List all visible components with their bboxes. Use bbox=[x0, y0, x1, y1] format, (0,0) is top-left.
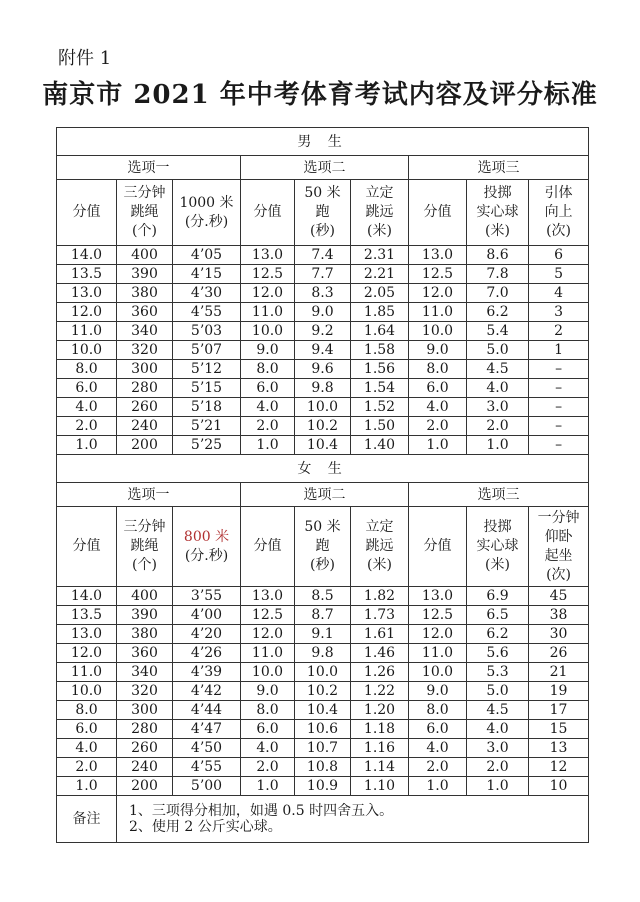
table-cell: 9.0 bbox=[409, 682, 467, 701]
table-cell: 7.7 bbox=[295, 265, 351, 284]
table-cell: 1.0 bbox=[57, 777, 117, 796]
female-column-header-line: 分值 bbox=[72, 538, 101, 554]
table-cell: 1.64 bbox=[351, 322, 409, 341]
table-cell: 11.0 bbox=[241, 303, 295, 322]
male-column-header-line: 跑 bbox=[315, 204, 330, 220]
male-column-header bbox=[467, 180, 529, 246]
table-cell: 5.3 bbox=[467, 663, 529, 682]
notes-label: 备注 bbox=[57, 796, 117, 843]
table-cell: 10.0 bbox=[57, 682, 117, 701]
table-cell: 26 bbox=[529, 644, 589, 663]
table-cell: 400 bbox=[117, 587, 173, 606]
table-cell: 10.0 bbox=[241, 322, 295, 341]
table-cell: 13.0 bbox=[241, 246, 295, 265]
table-row bbox=[57, 303, 589, 322]
table-cell: 4’26 bbox=[173, 644, 241, 663]
table-cell: 10.0 bbox=[295, 663, 351, 682]
female-group-option-3: 选项三 bbox=[409, 483, 589, 507]
table-cell: 5’07 bbox=[173, 341, 241, 360]
male-column-header bbox=[529, 180, 589, 246]
table-cell: 4’39 bbox=[173, 663, 241, 682]
page-title: 南京市 2021 年中考体育考试内容及评分标准 bbox=[42, 80, 598, 110]
male-section bbox=[57, 128, 589, 455]
table-cell: 5’12 bbox=[173, 360, 241, 379]
table-cell: 9.4 bbox=[295, 341, 351, 360]
table-cell: 1.58 bbox=[351, 341, 409, 360]
table-cell: 1.0 bbox=[241, 436, 295, 455]
note-line-1: 1、三项得分相加，如遇 0.5 时四舍五入。 bbox=[129, 803, 394, 819]
male-group-option-3: 选项三 bbox=[409, 156, 589, 180]
table-cell: 4’00 bbox=[173, 606, 241, 625]
table-row bbox=[57, 587, 589, 606]
female-column-header bbox=[467, 507, 529, 587]
table-cell: 1.40 bbox=[351, 436, 409, 455]
table-cell: 2.0 bbox=[241, 758, 295, 777]
table-cell: 1.0 bbox=[409, 777, 467, 796]
table-cell: 5 bbox=[529, 265, 589, 284]
table-cell: 240 bbox=[117, 758, 173, 777]
table-cell: 1.54 bbox=[351, 379, 409, 398]
table-row bbox=[57, 284, 589, 303]
table-row bbox=[57, 606, 589, 625]
table-cell: 10.6 bbox=[295, 720, 351, 739]
table-cell: 4.0 bbox=[467, 379, 529, 398]
male-column-header bbox=[57, 180, 117, 246]
table-cell: – bbox=[529, 379, 589, 398]
table-cell: 4.0 bbox=[241, 739, 295, 758]
male-column-header bbox=[173, 180, 241, 246]
table-cell: 10.0 bbox=[57, 341, 117, 360]
male-column-header-line: (次) bbox=[546, 223, 572, 239]
table-cell: 280 bbox=[117, 379, 173, 398]
male-column-header-line: 50 米 bbox=[304, 185, 341, 201]
table-row bbox=[57, 322, 589, 341]
table-cell: 6.0 bbox=[409, 379, 467, 398]
female-column-header bbox=[409, 507, 467, 587]
table-cell: 13.0 bbox=[409, 587, 467, 606]
male-column-header-line: 分值 bbox=[72, 204, 101, 220]
male-column-header bbox=[351, 180, 409, 246]
table-cell: 3 bbox=[529, 303, 589, 322]
table-cell: 6.2 bbox=[467, 625, 529, 644]
female-column-header bbox=[57, 507, 117, 587]
female-column-header-line: 立定 bbox=[365, 519, 394, 535]
table-cell: 10.4 bbox=[295, 701, 351, 720]
attachment-label: 附件 1 bbox=[58, 48, 112, 69]
table-row bbox=[57, 758, 589, 777]
table-cell: 340 bbox=[117, 322, 173, 341]
female-column-header-line: (次) bbox=[546, 566, 572, 583]
table-cell: 2.21 bbox=[351, 265, 409, 284]
male-column-header-line: 跳远 bbox=[365, 204, 394, 220]
table-cell: 8.7 bbox=[295, 606, 351, 625]
table-cell: 4’44 bbox=[173, 701, 241, 720]
table-cell: 5.6 bbox=[467, 644, 529, 663]
table-cell: 14.0 bbox=[57, 246, 117, 265]
table-cell: 1.0 bbox=[467, 436, 529, 455]
table-cell: 4.0 bbox=[409, 398, 467, 417]
table-cell: 320 bbox=[117, 682, 173, 701]
male-column-header-line: (米) bbox=[367, 223, 392, 239]
table-cell: 9.6 bbox=[295, 360, 351, 379]
female-column-header-line: 起坐 bbox=[544, 547, 573, 564]
female-column-header bbox=[117, 507, 173, 587]
table-cell: 390 bbox=[117, 265, 173, 284]
table-cell: 360 bbox=[117, 644, 173, 663]
table-row bbox=[57, 436, 589, 455]
table-cell: 2 bbox=[529, 322, 589, 341]
table-cell: 13.0 bbox=[57, 625, 117, 644]
table-cell: 12.0 bbox=[409, 284, 467, 303]
table-cell: 4.5 bbox=[467, 701, 529, 720]
table-cell: 10.9 bbox=[295, 777, 351, 796]
table-cell: 4’55 bbox=[173, 303, 241, 322]
male-column-header-line: 分值 bbox=[253, 204, 282, 220]
table-cell: 10 bbox=[529, 777, 589, 796]
table-cell: 1 bbox=[529, 341, 589, 360]
male-column-header-line: 向上 bbox=[544, 204, 573, 220]
table-cell: 400 bbox=[117, 246, 173, 265]
table-cell: 6.0 bbox=[241, 379, 295, 398]
table-cell: 12.0 bbox=[409, 625, 467, 644]
table-cell: 4’50 bbox=[173, 739, 241, 758]
female-column-header-line: 跳绳 bbox=[130, 538, 159, 554]
notes-body bbox=[117, 796, 589, 843]
table-cell: 5’25 bbox=[173, 436, 241, 455]
female-column-header-line: 投掷 bbox=[483, 519, 512, 535]
table-cell: 1.0 bbox=[241, 777, 295, 796]
male-column-header-line: 跳绳 bbox=[130, 204, 159, 220]
table-cell: 5’03 bbox=[173, 322, 241, 341]
table-cell: 5.0 bbox=[467, 341, 529, 360]
female-column-header-line: (个) bbox=[132, 557, 157, 573]
table-row bbox=[57, 246, 589, 265]
table-cell: 12.5 bbox=[241, 265, 295, 284]
table-cell: 38 bbox=[529, 606, 589, 625]
table-cell: 12.5 bbox=[241, 606, 295, 625]
table-cell: 340 bbox=[117, 663, 173, 682]
table-cell: 2.0 bbox=[467, 758, 529, 777]
table-cell: 10.2 bbox=[295, 682, 351, 701]
table-row bbox=[57, 720, 589, 739]
male-column-header-line: (分.秒) bbox=[184, 213, 229, 230]
male-column-header-line: (米) bbox=[485, 223, 510, 239]
table-cell: 380 bbox=[117, 625, 173, 644]
table-cell: 380 bbox=[117, 284, 173, 303]
table-cell: 1.20 bbox=[351, 701, 409, 720]
table-cell: 10.0 bbox=[409, 322, 467, 341]
table-row bbox=[57, 265, 589, 284]
table-cell: 200 bbox=[117, 436, 173, 455]
table-cell: 13.5 bbox=[57, 265, 117, 284]
note-line-2: 2、使用 2 公斤实心球。 bbox=[129, 819, 282, 835]
table-cell: 5’00 bbox=[173, 777, 241, 796]
table-cell: 8.5 bbox=[295, 587, 351, 606]
female-column-header-line: 仰卧 bbox=[544, 528, 573, 545]
table-cell: 5.4 bbox=[467, 322, 529, 341]
table-cell: 6.0 bbox=[57, 720, 117, 739]
table-cell: 4.0 bbox=[241, 398, 295, 417]
table-cell: 1.26 bbox=[351, 663, 409, 682]
female-column-header-line: (米) bbox=[485, 557, 510, 573]
female-column-headers bbox=[57, 507, 589, 587]
table-cell: 1.52 bbox=[351, 398, 409, 417]
table-cell: 11.0 bbox=[57, 663, 117, 682]
table-cell: 12.5 bbox=[409, 265, 467, 284]
table-cell: 11.0 bbox=[57, 322, 117, 341]
table-cell: 2.31 bbox=[351, 246, 409, 265]
female-column-header-line: 分值 bbox=[253, 538, 282, 554]
male-column-header-line: 引体 bbox=[544, 185, 573, 201]
table-cell: 1.0 bbox=[467, 777, 529, 796]
male-column-header bbox=[241, 180, 295, 246]
table-cell: 2.05 bbox=[351, 284, 409, 303]
table-cell: 390 bbox=[117, 606, 173, 625]
table-cell: 2.0 bbox=[409, 758, 467, 777]
table-cell: 7.8 bbox=[467, 265, 529, 284]
female-column-header-line: 一分钟 bbox=[537, 509, 580, 526]
table-cell: 4.0 bbox=[409, 739, 467, 758]
female-column-header bbox=[351, 507, 409, 587]
table-row bbox=[57, 360, 589, 379]
table-row bbox=[57, 663, 589, 682]
table-cell: 9.0 bbox=[241, 341, 295, 360]
table-cell: 280 bbox=[117, 720, 173, 739]
male-column-header-line: 三分钟 bbox=[123, 185, 166, 201]
male-column-header bbox=[295, 180, 351, 246]
table-cell: 9.0 bbox=[409, 341, 467, 360]
table-cell: 6.0 bbox=[241, 720, 295, 739]
table-cell: 9.0 bbox=[295, 303, 351, 322]
table-cell: 240 bbox=[117, 417, 173, 436]
table-cell: 2.0 bbox=[409, 417, 467, 436]
table-cell: – bbox=[529, 360, 589, 379]
table-cell: 10.0 bbox=[295, 398, 351, 417]
table-cell: – bbox=[529, 436, 589, 455]
table-cell: 13.5 bbox=[57, 606, 117, 625]
table-cell: 12 bbox=[529, 758, 589, 777]
table-cell: 4’20 bbox=[173, 625, 241, 644]
female-column-header bbox=[529, 507, 589, 587]
table-cell: 5’18 bbox=[173, 398, 241, 417]
table-cell: 10.8 bbox=[295, 758, 351, 777]
female-section-label: 女 生 bbox=[57, 455, 589, 483]
table-cell: 1.22 bbox=[351, 682, 409, 701]
table-cell: 1.82 bbox=[351, 587, 409, 606]
table-cell: – bbox=[529, 398, 589, 417]
table-cell: 9.8 bbox=[295, 379, 351, 398]
table-cell: 1.61 bbox=[351, 625, 409, 644]
table-cell: 4’05 bbox=[173, 246, 241, 265]
male-column-header-line: 立定 bbox=[365, 185, 394, 201]
table-cell: 30 bbox=[529, 625, 589, 644]
table-cell: 6.9 bbox=[467, 587, 529, 606]
table-cell: 10.0 bbox=[241, 663, 295, 682]
table-cell: 4’15 bbox=[173, 265, 241, 284]
table-cell: 4.5 bbox=[467, 360, 529, 379]
female-column-header-line: 跑 bbox=[315, 538, 330, 554]
table-cell: 8.0 bbox=[241, 360, 295, 379]
table-cell: 13.0 bbox=[409, 246, 467, 265]
table-cell: 3.0 bbox=[467, 398, 529, 417]
table-cell: 12.0 bbox=[57, 644, 117, 663]
female-column-header bbox=[295, 507, 351, 587]
table-cell: 45 bbox=[529, 587, 589, 606]
table-cell: 1.18 bbox=[351, 720, 409, 739]
table-cell: 5’21 bbox=[173, 417, 241, 436]
table-cell: 1.56 bbox=[351, 360, 409, 379]
table-cell: 320 bbox=[117, 341, 173, 360]
table-cell: 9.2 bbox=[295, 322, 351, 341]
male-column-header-line: 投掷 bbox=[483, 185, 512, 201]
male-column-header-line: (秒) bbox=[310, 223, 335, 239]
table-cell: 6 bbox=[529, 246, 589, 265]
table-cell: 19 bbox=[529, 682, 589, 701]
table-cell: 11.0 bbox=[241, 644, 295, 663]
table-cell: 21 bbox=[529, 663, 589, 682]
female-column-header-line: (分.秒) bbox=[184, 547, 229, 564]
table-cell: 1.85 bbox=[351, 303, 409, 322]
table-cell: 6.0 bbox=[57, 379, 117, 398]
table-cell: 260 bbox=[117, 398, 173, 417]
table-cell: 6.5 bbox=[467, 606, 529, 625]
table-cell: 3.0 bbox=[467, 739, 529, 758]
table-cell: 11.0 bbox=[409, 303, 467, 322]
table-cell: 300 bbox=[117, 701, 173, 720]
male-column-header-line: (个) bbox=[132, 223, 157, 239]
table-cell: 4.0 bbox=[467, 720, 529, 739]
table-cell: 6.0 bbox=[409, 720, 467, 739]
male-column-header-line: 1000 米 bbox=[179, 194, 234, 211]
table-row bbox=[57, 777, 589, 796]
table-cell: 14.0 bbox=[57, 587, 117, 606]
table-cell: 10.7 bbox=[295, 739, 351, 758]
female-column-header bbox=[173, 507, 241, 587]
table-cell: 4’42 bbox=[173, 682, 241, 701]
male-column-headers bbox=[57, 180, 589, 246]
table-cell: 5.0 bbox=[467, 682, 529, 701]
table-cell: 9.0 bbox=[241, 682, 295, 701]
table-cell: 12.0 bbox=[57, 303, 117, 322]
table-cell: 3’55 bbox=[173, 587, 241, 606]
female-column-header-line: 800 米 bbox=[183, 528, 230, 545]
table-cell: 1.14 bbox=[351, 758, 409, 777]
table-cell: 11.0 bbox=[409, 644, 467, 663]
table-cell: 12.0 bbox=[241, 625, 295, 644]
table-cell: 8.0 bbox=[241, 701, 295, 720]
table-cell: 7.0 bbox=[467, 284, 529, 303]
table-cell: 17 bbox=[529, 701, 589, 720]
table-cell: 10.0 bbox=[409, 663, 467, 682]
table-cell: 1.73 bbox=[351, 606, 409, 625]
table-cell: 10.2 bbox=[295, 417, 351, 436]
table-cell: 1.10 bbox=[351, 777, 409, 796]
female-column-header bbox=[241, 507, 295, 587]
table-cell: 300 bbox=[117, 360, 173, 379]
table-row bbox=[57, 398, 589, 417]
female-column-header-line: (秒) bbox=[310, 557, 335, 573]
notes-section bbox=[57, 796, 589, 843]
table-cell: 8.0 bbox=[409, 360, 467, 379]
table-cell: 2.0 bbox=[57, 758, 117, 777]
table-cell: 4.0 bbox=[57, 739, 117, 758]
table-cell: 9.8 bbox=[295, 644, 351, 663]
male-section-label: 男 生 bbox=[57, 128, 589, 156]
table-cell: 8.0 bbox=[57, 360, 117, 379]
table-row bbox=[57, 341, 589, 360]
male-column-header bbox=[409, 180, 467, 246]
table-cell: 5’15 bbox=[173, 379, 241, 398]
table-cell: 4 bbox=[529, 284, 589, 303]
scoring-table bbox=[56, 127, 589, 843]
table-cell: – bbox=[529, 417, 589, 436]
table-row bbox=[57, 682, 589, 701]
female-column-header-line: 三分钟 bbox=[123, 519, 166, 535]
table-row bbox=[57, 739, 589, 758]
male-column-header-line: 分值 bbox=[423, 204, 452, 220]
table-cell: 2.0 bbox=[57, 417, 117, 436]
table-cell: 1.16 bbox=[351, 739, 409, 758]
female-column-header-line: 50 米 bbox=[304, 519, 341, 535]
table-cell: 4.0 bbox=[57, 398, 117, 417]
female-group-option-1: 选项一 bbox=[57, 483, 241, 507]
male-column-header bbox=[117, 180, 173, 246]
table-cell: 10.4 bbox=[295, 436, 351, 455]
table-cell: 1.50 bbox=[351, 417, 409, 436]
table-cell: 8.3 bbox=[295, 284, 351, 303]
table-cell: 4’47 bbox=[173, 720, 241, 739]
table-row bbox=[57, 625, 589, 644]
table-cell: 4’55 bbox=[173, 758, 241, 777]
table-cell: 13 bbox=[529, 739, 589, 758]
table-cell: 8.0 bbox=[409, 701, 467, 720]
table-cell: 6.2 bbox=[467, 303, 529, 322]
table-cell: 4’30 bbox=[173, 284, 241, 303]
male-group-option-2: 选项二 bbox=[241, 156, 409, 180]
table-cell: 360 bbox=[117, 303, 173, 322]
table-cell: 8.0 bbox=[57, 701, 117, 720]
female-column-header-line: (米) bbox=[367, 557, 392, 573]
table-cell: 12.0 bbox=[241, 284, 295, 303]
table-cell: 9.1 bbox=[295, 625, 351, 644]
table-cell: 13.0 bbox=[241, 587, 295, 606]
table-cell: 2.0 bbox=[467, 417, 529, 436]
male-column-header-line: 实心球 bbox=[476, 204, 519, 220]
female-column-header-line: 实心球 bbox=[476, 538, 519, 554]
table-cell: 260 bbox=[117, 739, 173, 758]
table-cell: 2.0 bbox=[241, 417, 295, 436]
female-column-header-line: 分值 bbox=[423, 538, 452, 554]
table-row bbox=[57, 644, 589, 663]
table-row bbox=[57, 701, 589, 720]
table-cell: 8.6 bbox=[467, 246, 529, 265]
table-row bbox=[57, 379, 589, 398]
table-cell: 12.5 bbox=[409, 606, 467, 625]
table-cell: 13.0 bbox=[57, 284, 117, 303]
table-cell: 1.0 bbox=[57, 436, 117, 455]
male-group-option-1: 选项一 bbox=[57, 156, 241, 180]
female-column-header-line: 跳远 bbox=[365, 538, 394, 554]
female-section bbox=[57, 455, 589, 796]
table-row bbox=[57, 417, 589, 436]
table-cell: 15 bbox=[529, 720, 589, 739]
table-cell: 7.4 bbox=[295, 246, 351, 265]
table-cell: 1.46 bbox=[351, 644, 409, 663]
female-group-option-2: 选项二 bbox=[241, 483, 409, 507]
table-cell: 200 bbox=[117, 777, 173, 796]
table-cell: 1.0 bbox=[409, 436, 467, 455]
